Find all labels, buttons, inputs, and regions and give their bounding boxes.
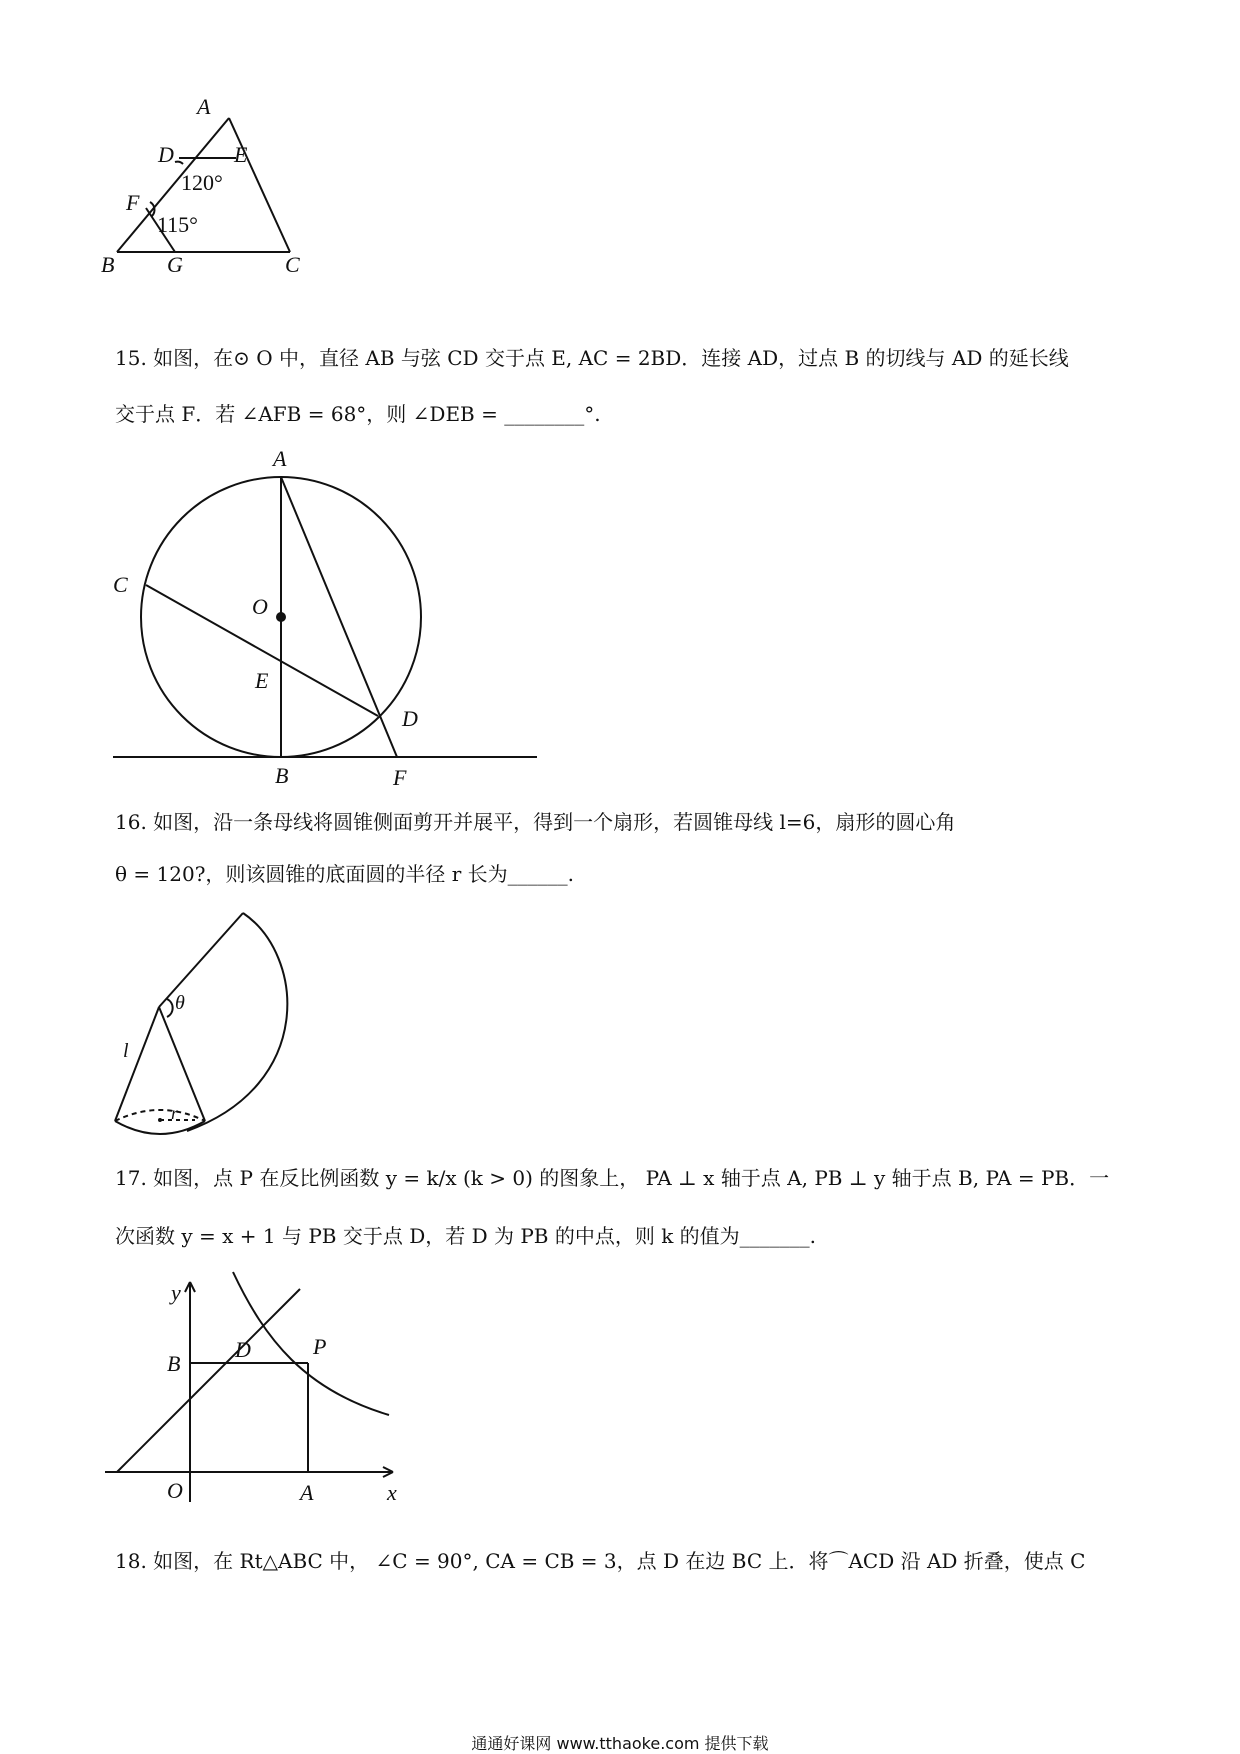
q15-line1: 15. 如图，在⊙ O 中，直径 AB 与弦 CD 交于点 E, AC = 2BD．连接 AD，过点 B 的切线与 AD 的延长线 <box>115 346 1069 370</box>
cone-base-front <box>115 1121 205 1134</box>
label-a: A <box>300 1480 314 1505</box>
label-b: B <box>101 252 115 277</box>
label-c: C <box>113 572 128 597</box>
angle-arc-d <box>175 162 183 164</box>
label-e: E <box>255 668 269 693</box>
cone-slant-right <box>159 1007 205 1121</box>
cone-slant-left <box>115 1007 159 1121</box>
label-o: O <box>252 594 268 619</box>
q16-line2: θ = 120?，则该圆锥的底面圆的半径 r 长为______. <box>115 862 575 886</box>
line-y-x-plus-1 <box>117 1289 300 1472</box>
base-center <box>158 1118 162 1122</box>
page-footer: 通通好课网 www.tthaoke.com 提供下载 <box>471 1734 769 1753</box>
label-e: E <box>234 142 248 167</box>
sector-arc <box>187 913 287 1131</box>
theta-arc <box>167 999 173 1017</box>
triangle-figure <box>95 90 345 310</box>
angle-label-115: 115° <box>157 212 198 237</box>
hyperbola-curve <box>233 1272 389 1415</box>
label-b: B <box>275 763 289 788</box>
circle-figure <box>95 440 555 790</box>
cone-figure <box>95 895 325 1155</box>
side-ac <box>229 118 290 252</box>
label-d: D <box>235 1337 251 1362</box>
label-d: D <box>158 142 174 167</box>
label-y: y <box>171 1280 181 1305</box>
label-a: A <box>197 94 211 119</box>
label-d: D <box>402 706 418 731</box>
angle-label-120: 120° <box>181 170 223 195</box>
label-a: A <box>273 446 287 471</box>
label-theta: θ <box>175 992 185 1014</box>
label-l: l <box>123 1040 129 1062</box>
sector-radius <box>159 913 243 1007</box>
q18-line1: 18. 如图，在 Rt△ABC 中， ∠C = 90°, CA = CB = 3，点 D 在边 BC 上．将⌒ACD 沿 AD 折叠，使点 C <box>115 1549 1086 1573</box>
label-c: C <box>285 252 300 277</box>
label-f: F <box>126 190 140 215</box>
center-point-o <box>276 612 286 622</box>
label-g: G <box>167 252 183 277</box>
label-b: B <box>167 1351 181 1376</box>
label-o: O <box>167 1478 183 1503</box>
label-p: P <box>313 1334 327 1359</box>
label-x: x <box>387 1480 397 1505</box>
graph-figure <box>95 1260 415 1520</box>
q15-line2: 交于点 F．若 ∠AFB = 68°，则 ∠DEB = ________°. <box>115 402 601 426</box>
label-r: r <box>171 1103 179 1123</box>
q16-line1: 16. 如图，沿一条母线将圆锥侧面剪开并展平，得到一个扇形，若圆锥母线 l=6，扇形的圆心角 <box>115 810 956 834</box>
label-f: F <box>393 765 407 790</box>
q17-line1: 17. 如图，点 P 在反比例函数 y = k/x (k > 0) 的图象上， PA ⊥ x 轴于点 A, PB ⊥ y 轴于点 B, PA = PB．一 <box>115 1166 1110 1190</box>
q17-line2: 次函数 y = x + 1 与 PB 交于点 D，若 D 为 PB 的中点，则 k 的值为_______. <box>115 1224 817 1248</box>
